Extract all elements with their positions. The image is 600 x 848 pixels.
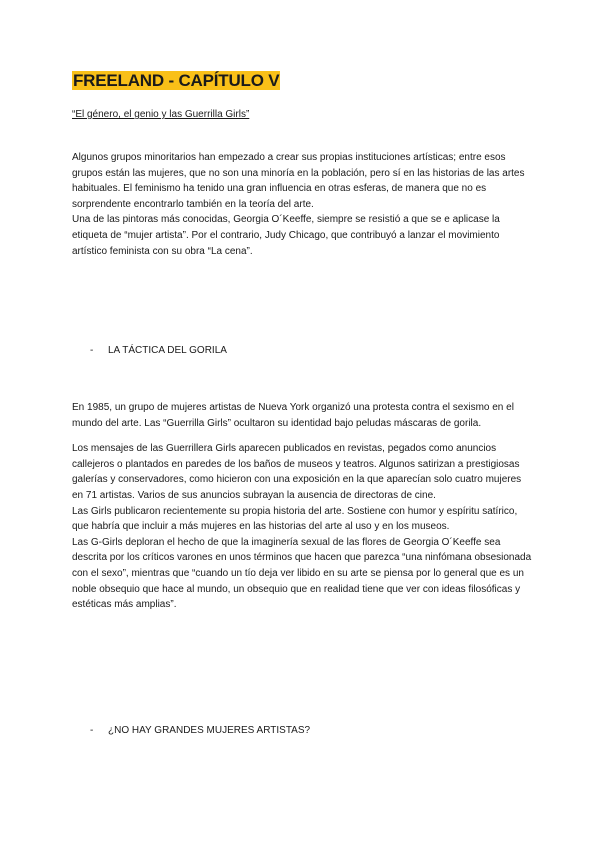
intro-section <box>72 150 534 259</box>
gorila-paragraph-4: Las G-Girls deploran el hecho de que la imaginería sexual de las flores de Georgia O´Keeffe sea descrita por los críticos varones en unos términos que hacen que parezca “una ninfómana obsesionada con el sexo”, mientras que “cuando un tío deja ver libido en su arte se piensa por lo general que es un noble obsequio que hace al mundo, un obsequio que en realidad tiene que ver con ideas filosóficas y estéticas más amplias”. <box>72 536 532 611</box>
page-subtitle: “El género, el genio y las Guerrilla Girls” <box>72 109 250 120</box>
section-heading-gorila-text: LA TÁCTICA DEL GORILA <box>108 345 227 356</box>
page-title-text: FREELAND - CAPÍTULO V <box>73 71 280 90</box>
gorila-paragraph-2: Los mensajes de las Guerrillera Girls aparecen publicados en revistas, pegados como anuncios callejeros o plantados en paredes de los baños de museos y teatros. Algunos satirizan a prestigiosas galerías y conservadores, como hicieron con una exposición en la que aparecían solo cuatro mujeres en 71 artistas. Varios de sus anuncios subrayan la ausencia de directoras de cine. <box>72 443 522 501</box>
bullet-dash: - <box>90 345 94 356</box>
section-heading-gorila <box>90 344 227 358</box>
section-heading-grandes-mujeres-text: ¿NO HAY GRANDES MUJERES ARTISTAS? <box>108 725 311 736</box>
intro-paragraph-1: Algunos grupos minoritarios han empezado a crear sus propias instituciones artísticas; entre esos grupos están las mujeres, que no son una minoría en la población, pero sí en las historias de las artes habituales. El feminismo ha tenido una gran influencia en otras esferas, de manera que no es sorprendente encontrarlo también en la teoría del arte. <box>72 152 525 210</box>
page-title <box>72 70 280 92</box>
gorila-paragraph-1: En 1985, un grupo de mujeres artistas de Nueva York organizó una protesta contra el sexismo en el mundo del arte. Las “Guerrilla Girls” ocultaron su identidad bajo peludas máscaras de gorila. <box>72 402 514 429</box>
intro-paragraph-2: Una de las pintoras más conocidas, Georgia O´Keeffe, siempre se resistió a que se e aplicase la etiqueta de “mujer artista”. Por el contrario, Judy Chicago, que contribuyó a lanzar el movimiento artístico feminista con su obra “La cena”. <box>72 214 500 257</box>
section-heading-grandes-mujeres <box>90 724 310 738</box>
bullet-dash: - <box>90 725 94 736</box>
gorila-paragraph-3: Las Girls publicaron recientemente su propia historia del arte. Sostiene con humor y espíritu satírico, que habría que incluir a más mujeres en las historias del arte al uso y en los museos. <box>72 505 518 533</box>
gorila-section-body <box>72 400 534 613</box>
